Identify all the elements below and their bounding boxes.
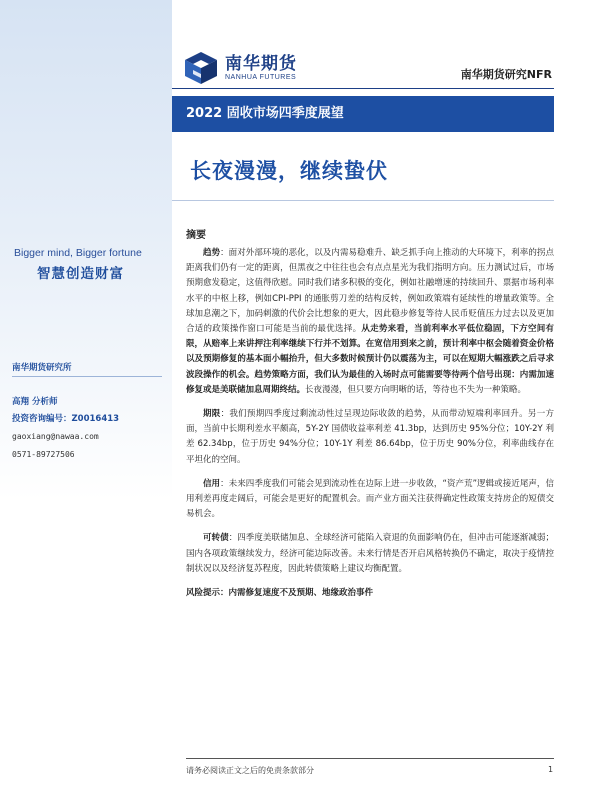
analyst-phone: 0571-89727506 xyxy=(12,450,75,459)
convertible-label: 可转债 xyxy=(203,533,229,544)
convertible-text: ：四季度美联储加息、全球经济可能陷入衰退的负面影响仍在，但冲击可能逐渐减弱；国内各项政策继续发力，经济可能边际改善。未来行情是否开启风格转换仍不确定，取决于疫情控制状况以及经济复苏程度，因此转债策略上建议均衡配置。 xyxy=(186,533,554,574)
trend-bold-text: 从走势来看，当前利率水平低位稳固，下方空间有限，从赔率上来讲押注利率继续下行并不划算。在宽信用到来之前，预计利率中枢会随着资金价格以及预期修复的基本面小幅抬升，但大多数时候预计仍以震荡为主，可以在短期大幅涨跌之后寻求波段操作的机会。趋势策略方面，我们认为最佳的入场时点可能需要等待两个信号出现：内需加速修复或是美联储加息周期终结。 xyxy=(186,324,554,395)
institute-name: 南华期货研究所 xyxy=(12,363,72,373)
logo-chinese-text: 南华期货 xyxy=(225,54,297,74)
sidebar xyxy=(0,0,172,807)
logo-english-text: NANHUA FUTURES xyxy=(225,74,297,81)
analyst-email[interactable]: gaoxiang@nawaa.com xyxy=(12,432,99,441)
trend-text-2: 长夜漫漫，但只要方向明晰的话，等待也不失为一种策略。 xyxy=(305,384,527,395)
slogan-english: Bigger mind, Bigger fortune xyxy=(14,247,142,259)
credit-label: 信用 xyxy=(203,478,221,489)
sidebar-divider xyxy=(12,376,162,377)
trend-paragraph xyxy=(186,246,554,398)
convertible-paragraph xyxy=(186,531,554,577)
summary-body xyxy=(186,246,554,610)
header-divider xyxy=(172,88,554,89)
summary-heading: 摘要 xyxy=(186,230,206,241)
footer-disclaimer: 请务必阅读正文之后的免责条款部分 xyxy=(186,766,314,775)
term-label: 期限 xyxy=(203,409,221,420)
trend-text-1: ：面对外部环境的恶化，以及内需易稳难升、缺乏抓手向上推动的大环境下，利率的拐点距离我们仍有一定的距离，但黑夜之中往往也会有点点星光为我们指明方向。压力测试过后，市场预期愈发稳定，这值得欣慰。同时我们诸多积极的变化，例如社融增速的持续回升、票据市场利率水平的中枢上移，例如CPI-PPI 的通胀剪刀差的结构反转，例如政策端有延续性的增量政策等。全球加息潮之下，加码刺激的代价会比想象的更大，因此稳步修复等待人民币贬值压力过去以及更加合适的政策操作窗口可能是当前的最优选择。 xyxy=(186,248,554,335)
risk-warning: 风险提示：内需修复速度不及预期、地缘政治事件 xyxy=(186,588,374,599)
company-logo xyxy=(183,50,297,86)
analyst-name: 高翔 分析师 xyxy=(12,397,58,407)
trend-label: 趋势 xyxy=(203,248,221,258)
footer-divider xyxy=(186,758,554,759)
term-paragraph xyxy=(186,407,554,468)
headline-divider xyxy=(172,200,554,201)
credit-text: ：未来四季度我们可能会见到流动性在边际上进一步收敛，“资产荒”逻辑或接近尾声，信用利差再度走阔后，可能会是更好的配置机会。而产业方面关注获得确定性政策支持房企的短债交易机会。 xyxy=(186,478,554,520)
report-banner: 2022 固收市场四季度展望 xyxy=(172,96,554,132)
credit-paragraph xyxy=(186,477,554,523)
certificate-number: 投资咨询编号：Z0016413 xyxy=(12,414,120,424)
report-headline: 长夜漫漫，继续蛰伏 xyxy=(190,159,388,183)
term-text: ：我们预期四季度过剩流动性过呈现边际收敛的趋势，从而带动短端利率回升。另一方面，当前中长期利差水平颇高，5Y-2Y 国债收益率利差 41.3bp，达到历史 95%分位；10Y-2Y 利差 62.34bp，位于历史 94%分位；10Y-1Y 利差 86.64bp，位于历史 90%分位，利率曲线存在平坦化的空间。 xyxy=(186,409,554,465)
nanhua-logo-icon xyxy=(183,50,219,86)
page-number: 1 xyxy=(548,765,554,774)
research-brand: 南华期货研究NFR xyxy=(460,68,552,81)
slogan-chinese: 智慧创造财富 xyxy=(37,266,124,282)
